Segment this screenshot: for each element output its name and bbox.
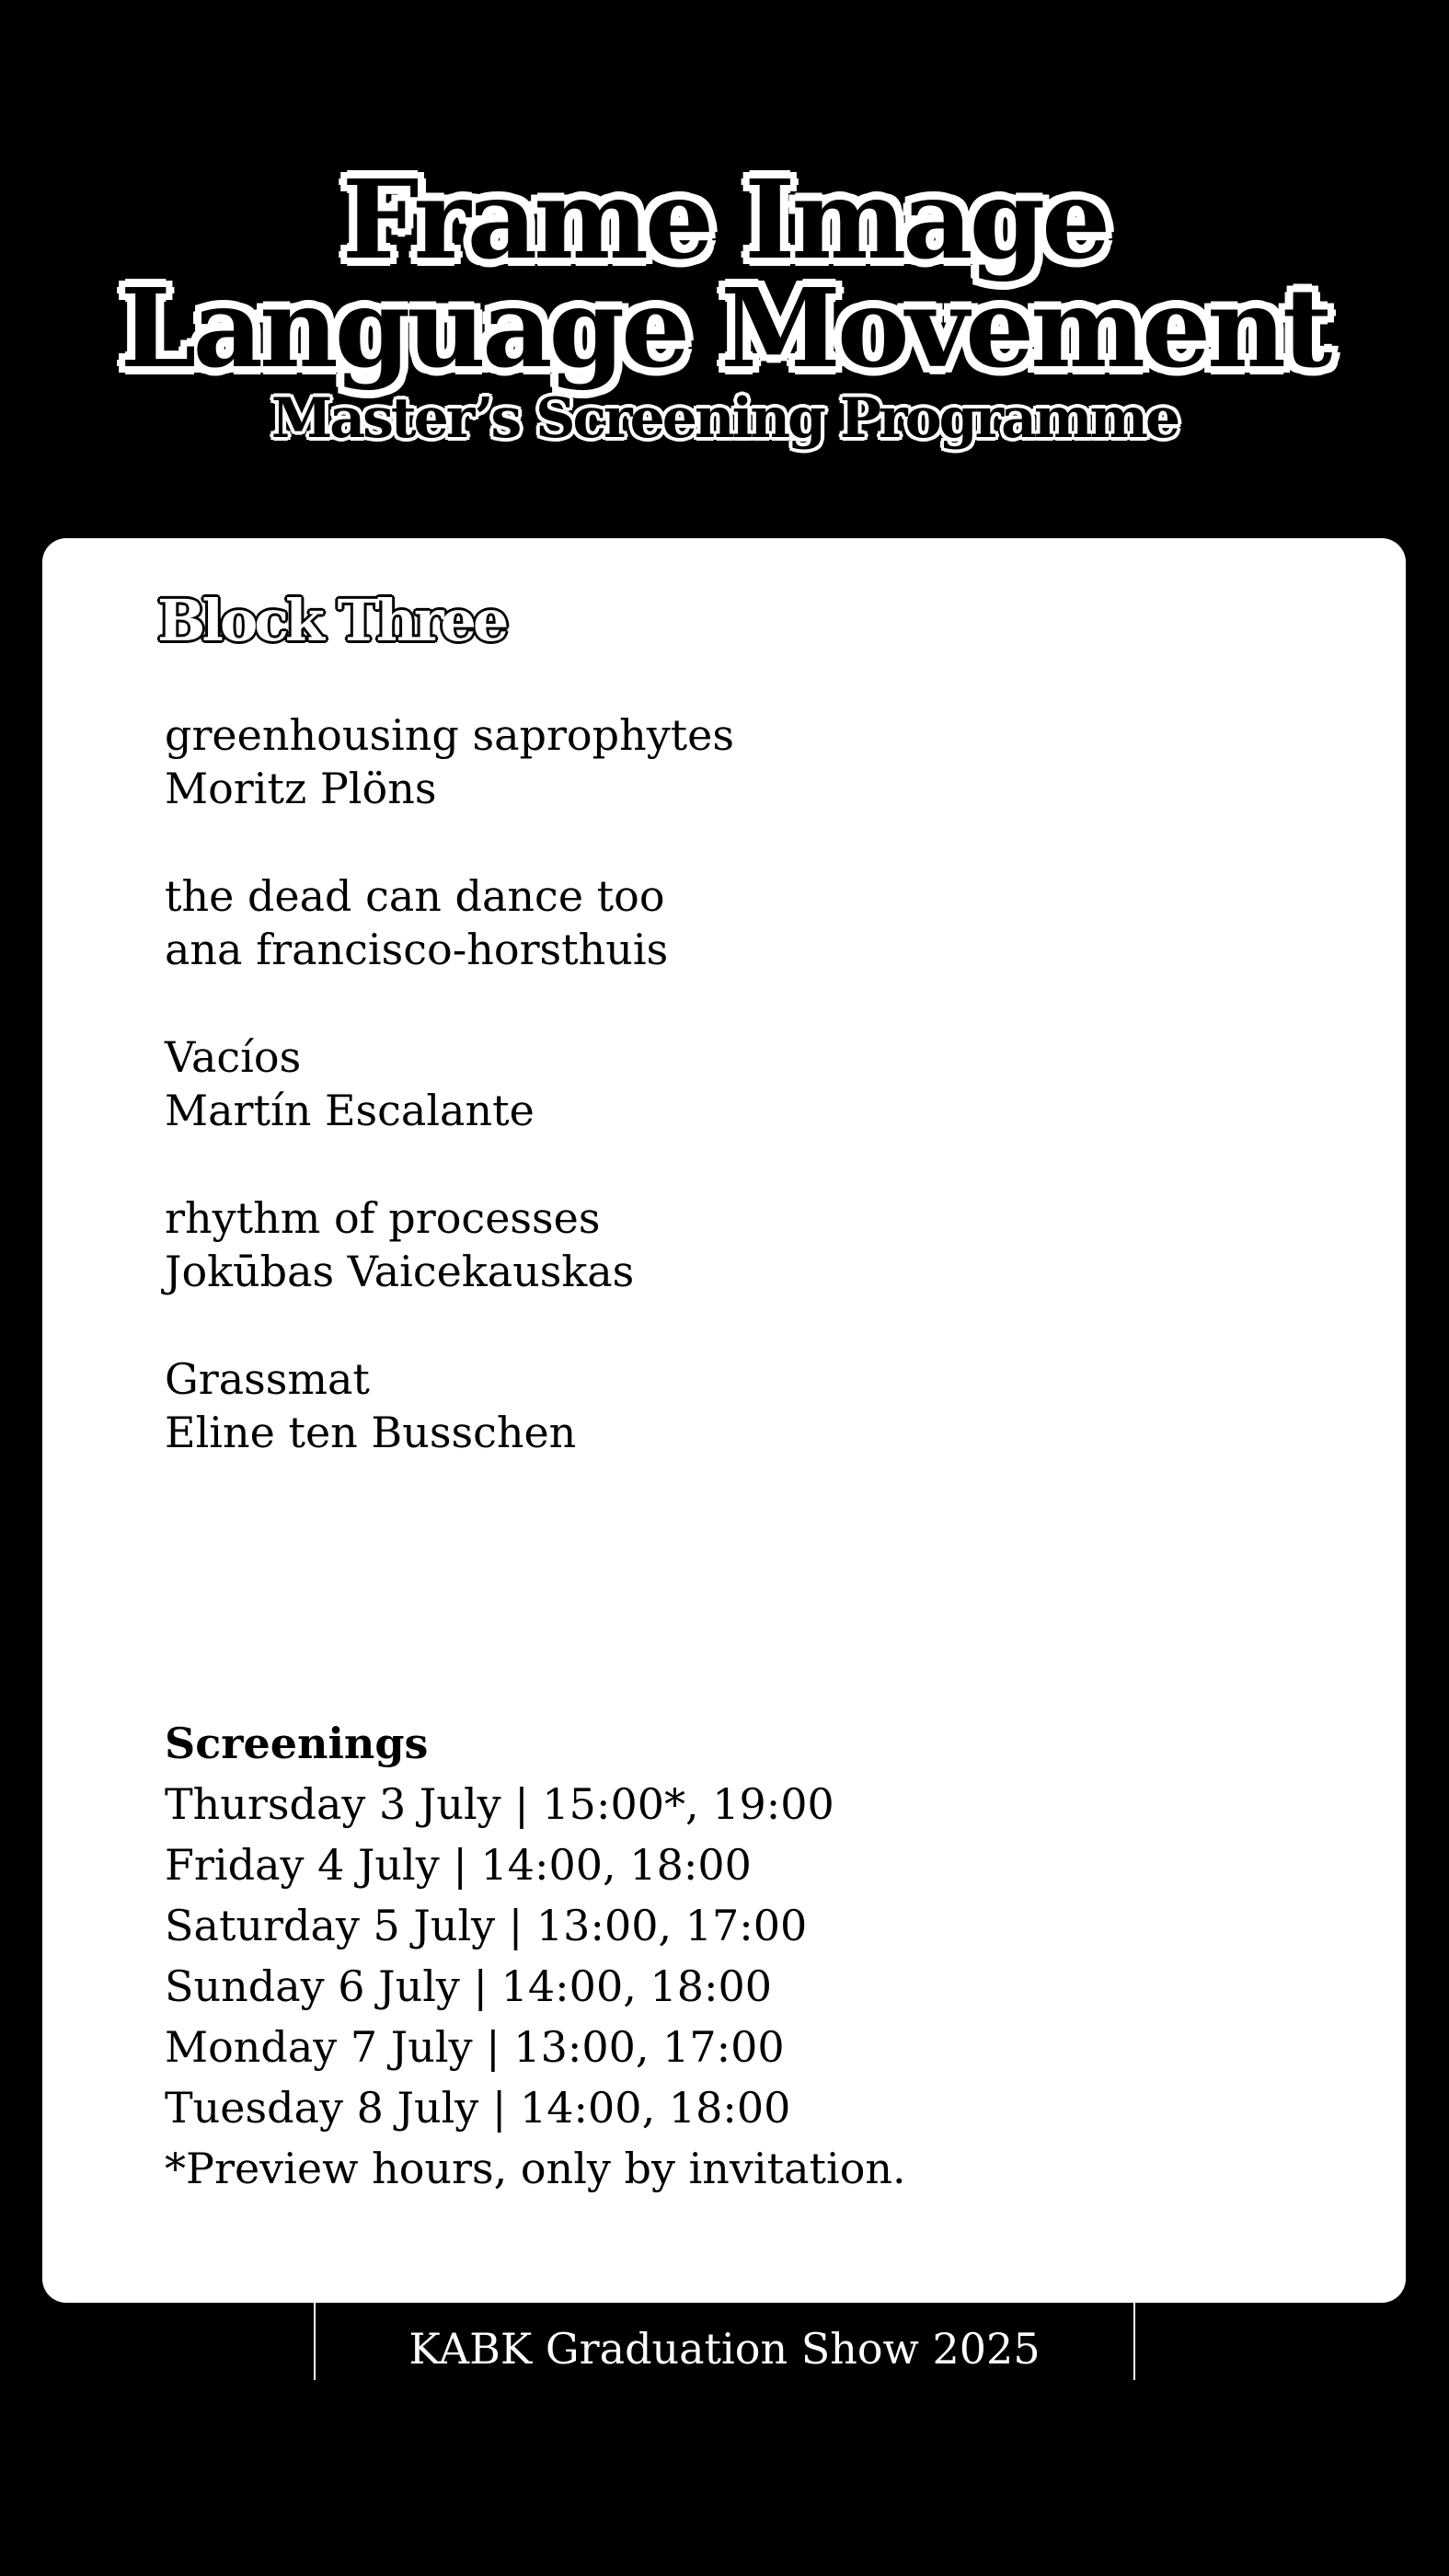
footer [314,2303,1135,2380]
film-title: the dead can dance too [165,871,665,921]
film-artist: Moritz Plöns [165,764,437,813]
film-title: greenhousing saprophytes [165,710,735,760]
film-item [165,1030,1269,1137]
poster-subtitle: Master’s Screening Programme [270,386,1179,451]
film-item [165,869,1269,976]
film-list [165,708,1269,1513]
film-item [165,1352,1269,1459]
preview-note: *Preview hours, only by invitation. [165,2144,906,2193]
poster-title-line-1: Frame Image [341,155,1108,283]
screenings-heading: Screenings [165,1719,429,1768]
film-title: Vacíos [165,1032,302,1082]
screening-row: Friday 4 July | 14:00, 18:00 [165,1840,752,1890]
film-item [165,708,1269,815]
poster-title-line-2: Language Movement [120,264,1329,392]
film-artist: Eline ten Busschen [165,1408,577,1457]
film-artist: Jokūbas Vaicekauskas [165,1247,635,1296]
film-artist: Martín Escalante [165,1086,535,1135]
screening-row: Monday 7 July | 13:00, 17:00 [165,2022,785,2072]
screenings-section [165,1713,1315,2199]
film-item [165,1191,1269,1298]
programme-card [42,538,1406,2303]
screening-row: Sunday 6 July | 14:00, 18:00 [165,1961,773,2011]
screening-row: Saturday 5 July | 13:00, 17:00 [165,1901,808,1950]
screening-row: Thursday 3 July | 15:00*, 19:00 [165,1779,834,1829]
film-title: Grassmat [165,1354,370,1404]
block-title: Block Three [157,587,506,654]
footer-text: KABK Graduation Show 2025 [408,2324,1041,2374]
screening-row: Tuesday 8 July | 14:00, 18:00 [165,2083,791,2133]
poster-header [0,155,1449,451]
film-title: rhythm of processes [165,1193,601,1243]
film-artist: ana francisco-horsthuis [165,925,669,974]
